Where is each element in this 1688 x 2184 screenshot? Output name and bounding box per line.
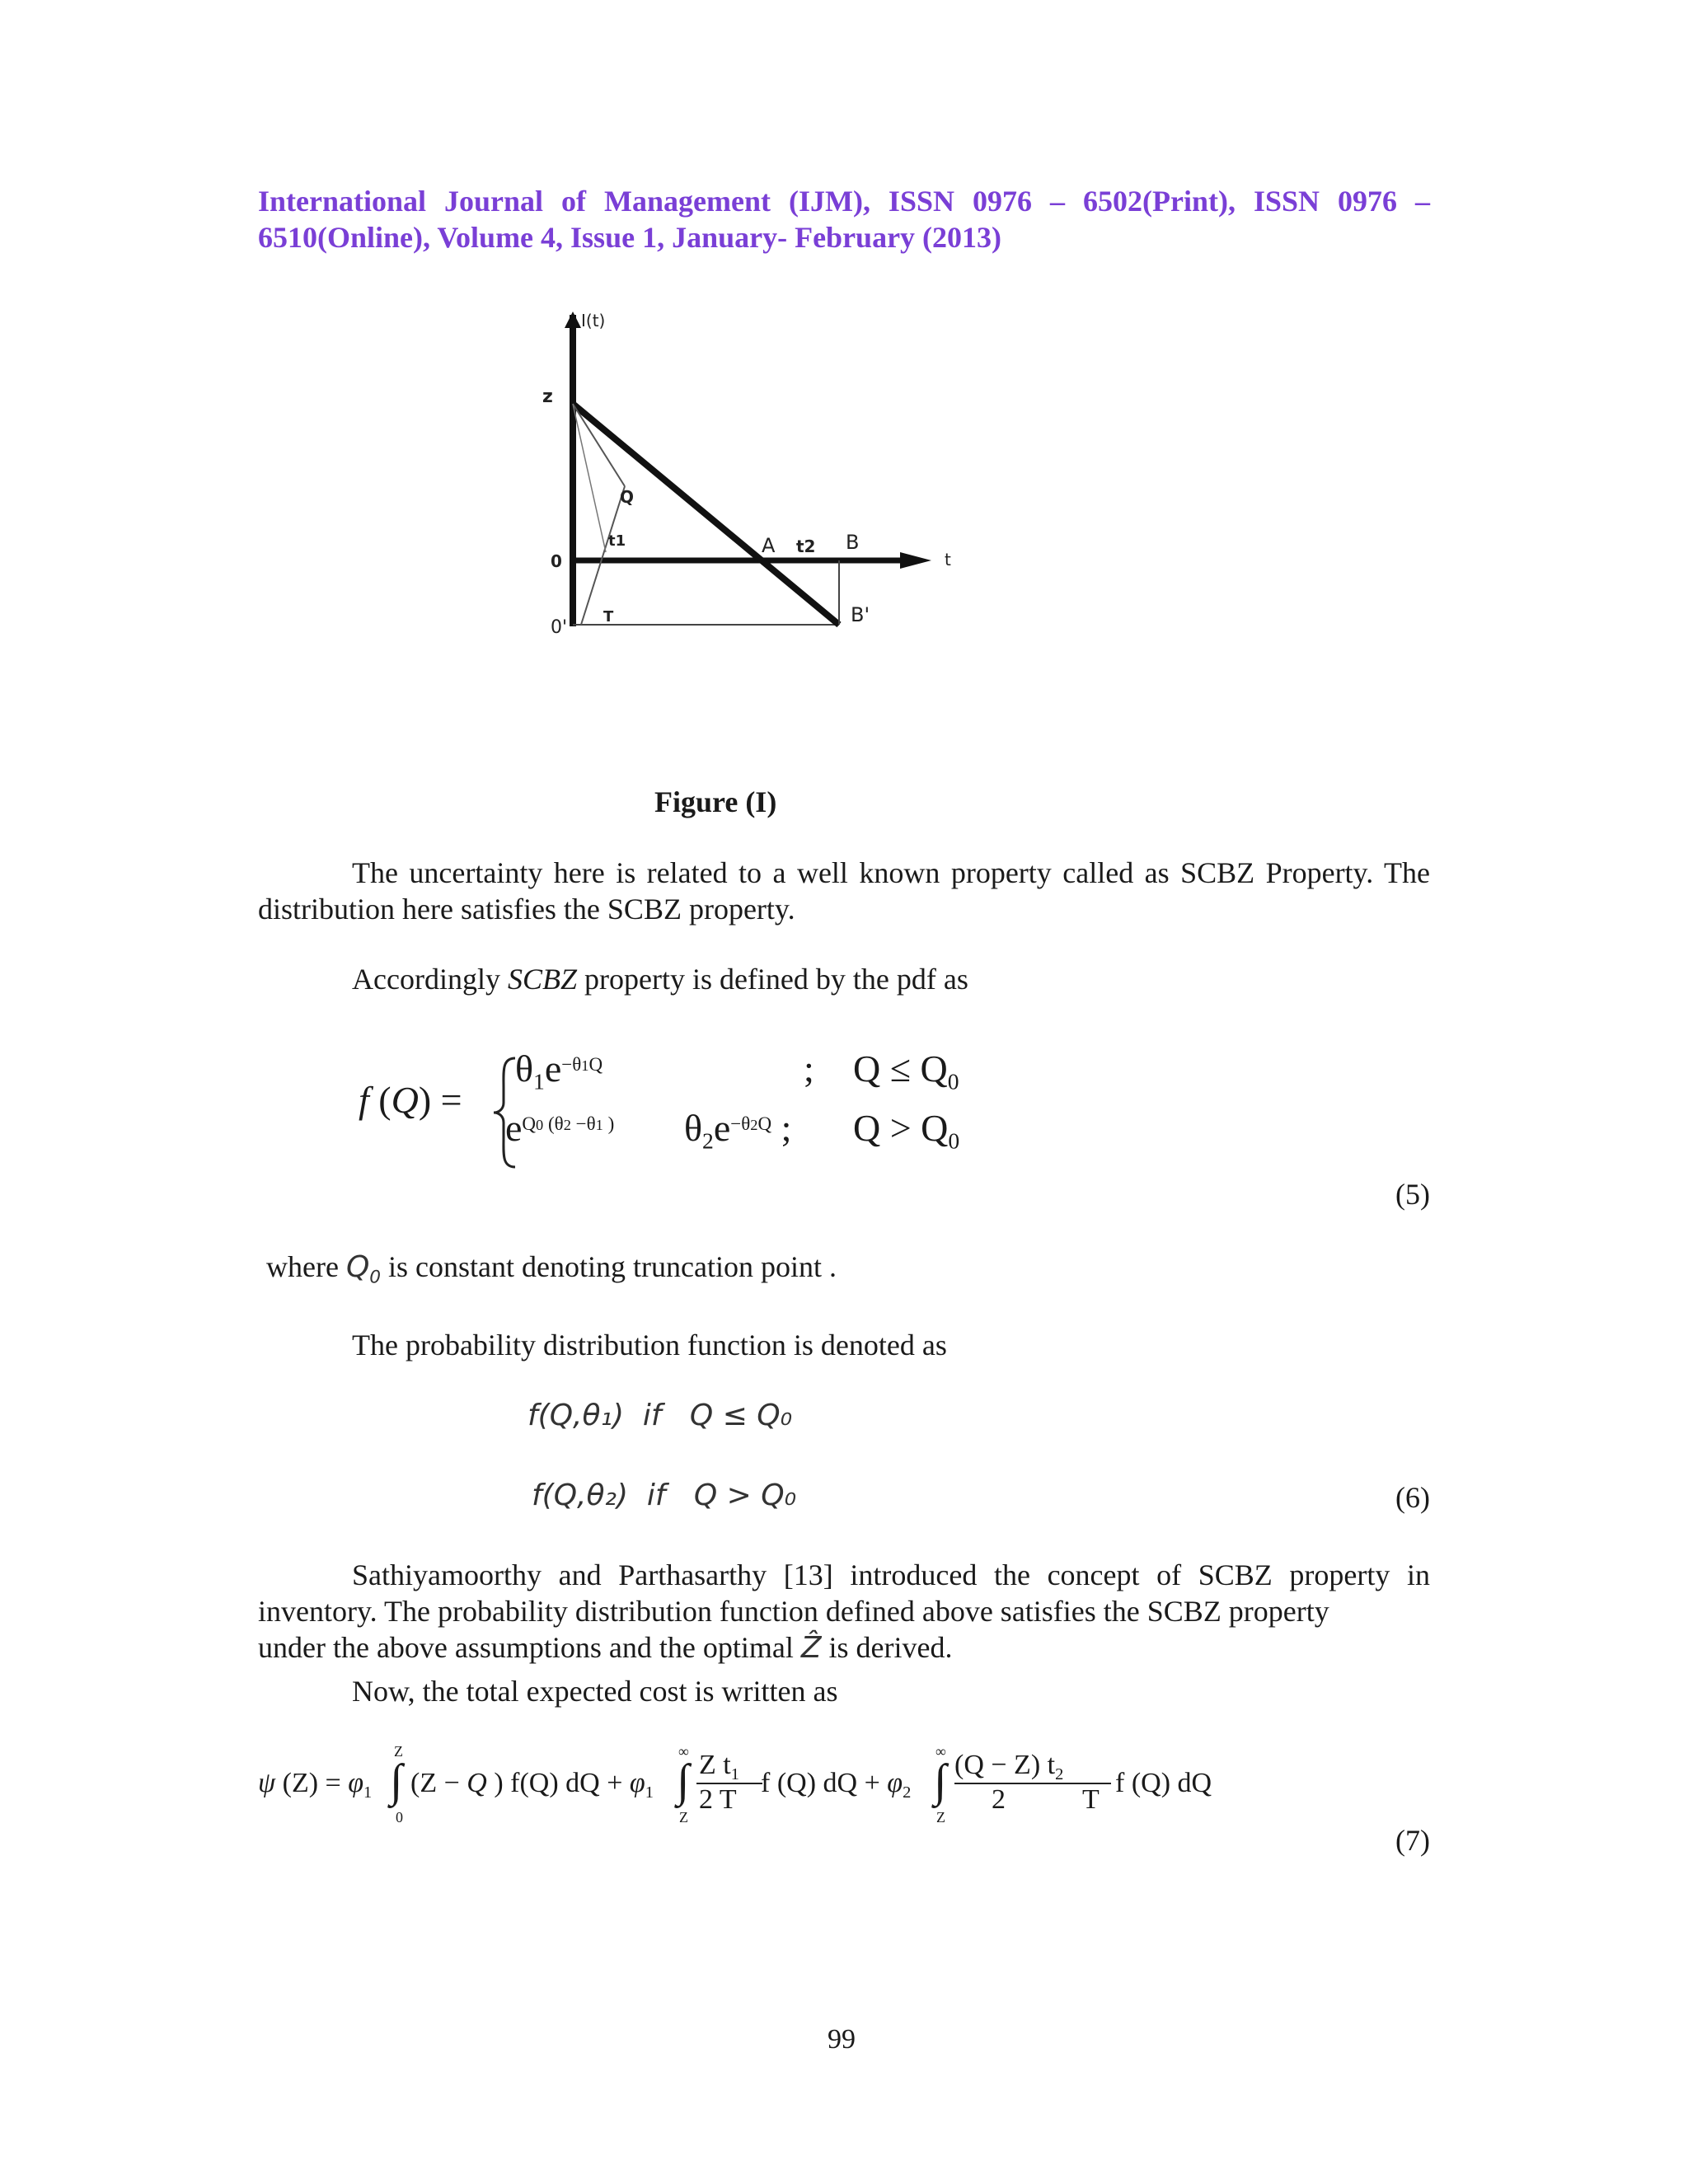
equation-5: f (Q) = $\theta_1e^{-\theta 1Q}$ ; $Q \le Q_0$ $e^{Q0 (\theta 2 -\theta 1 )}$ $\theta_2e^{-\theta 2Q}$ ; $Q > Q_0$ [359,1047,1018,1179]
label-y-axis: I(t) [581,311,606,330]
equation-6-line-2: f(Q,θ₂) if Q > Q₀ [532,1479,797,1512]
label-x-axis: t [945,550,951,569]
label-b-prime: B' [851,603,870,626]
label-zero-prime: 0' [551,617,568,638]
p2-before: Accordingly [352,963,508,996]
journal-header: International Journal of Management (IJM), ISSN 0976 – 6502(Print), ISSN 0976 – 6510(Online), Volume 4, Issue 1, January- February (2013) [258,185,1430,254]
paragraph-q0 [266,1249,837,1296]
equation-7: ψ $(Z) = \varphi_1$ Z ∫ 0 (Z − Q ) f(Q) dQ + $\varphi_1$ ∞ ∫ Z Z $t_1$ 2 T f (Q) dQ + $\varphi_2$ ∞ ∫ Z (Q − Z) $t_2$ 2 T f (Q) dQ [258,1743,1212,1825]
label-t2: t2 [796,537,816,556]
equation-6-line-1: f(Q,θ₁) if Q ≤ Q₀ [528,1399,793,1432]
equation-7-number: (7) [1395,1824,1430,1857]
label-z: z [542,387,553,407]
p2-emphasis: SCBZ [507,963,577,996]
equation-5-number: (5) [1395,1178,1430,1211]
equation-6-number: (6) [1395,1481,1430,1514]
z-hat-symbol: Ẑ [800,1631,822,1665]
inventory-diagram [528,305,989,651]
paragraph-prob-dist: The probability distribution function is denoted as [352,1329,947,1361]
q0-symbol: $Q_0$ [345,1250,382,1288]
paragraph-sathiyamoorthy-line-3 [258,1629,953,1666]
p5-line3-before: under the above assumptions and the optimal [258,1631,801,1664]
paragraph-total-cost: Now, the total expected cost is written as [352,1675,838,1708]
label-b: B [846,531,860,554]
label-q: Q [620,487,635,507]
p3-before: where [266,1250,346,1283]
p2-after: property is defined by the pdf as [576,963,968,996]
p3-after: is constant denoting truncation point . [381,1250,837,1283]
paragraph-scbz-definition [352,961,968,997]
page-number: 99 [828,2024,856,2055]
paragraph-scbz-intro: The uncertainty here is related to a well known property called as SCBZ Property. The distribution here satisfies the SCBZ property. [258,856,1430,926]
label-t-cap: T [603,608,614,626]
label-zero: 0 [551,551,562,571]
figure-caption: Figure (I) [654,785,777,818]
p5-line3-after: is derived. [821,1631,953,1664]
label-a: A [762,534,776,557]
label-t1: t1 [608,532,626,550]
paragraph-sathiyamoorthy: Sathiyamoorthy and Parthasarthy [13] introduced the concept of SCBZ property in inventory. The probability distribution function defined above satisfies the SCBZ property [258,1558,1430,1628]
